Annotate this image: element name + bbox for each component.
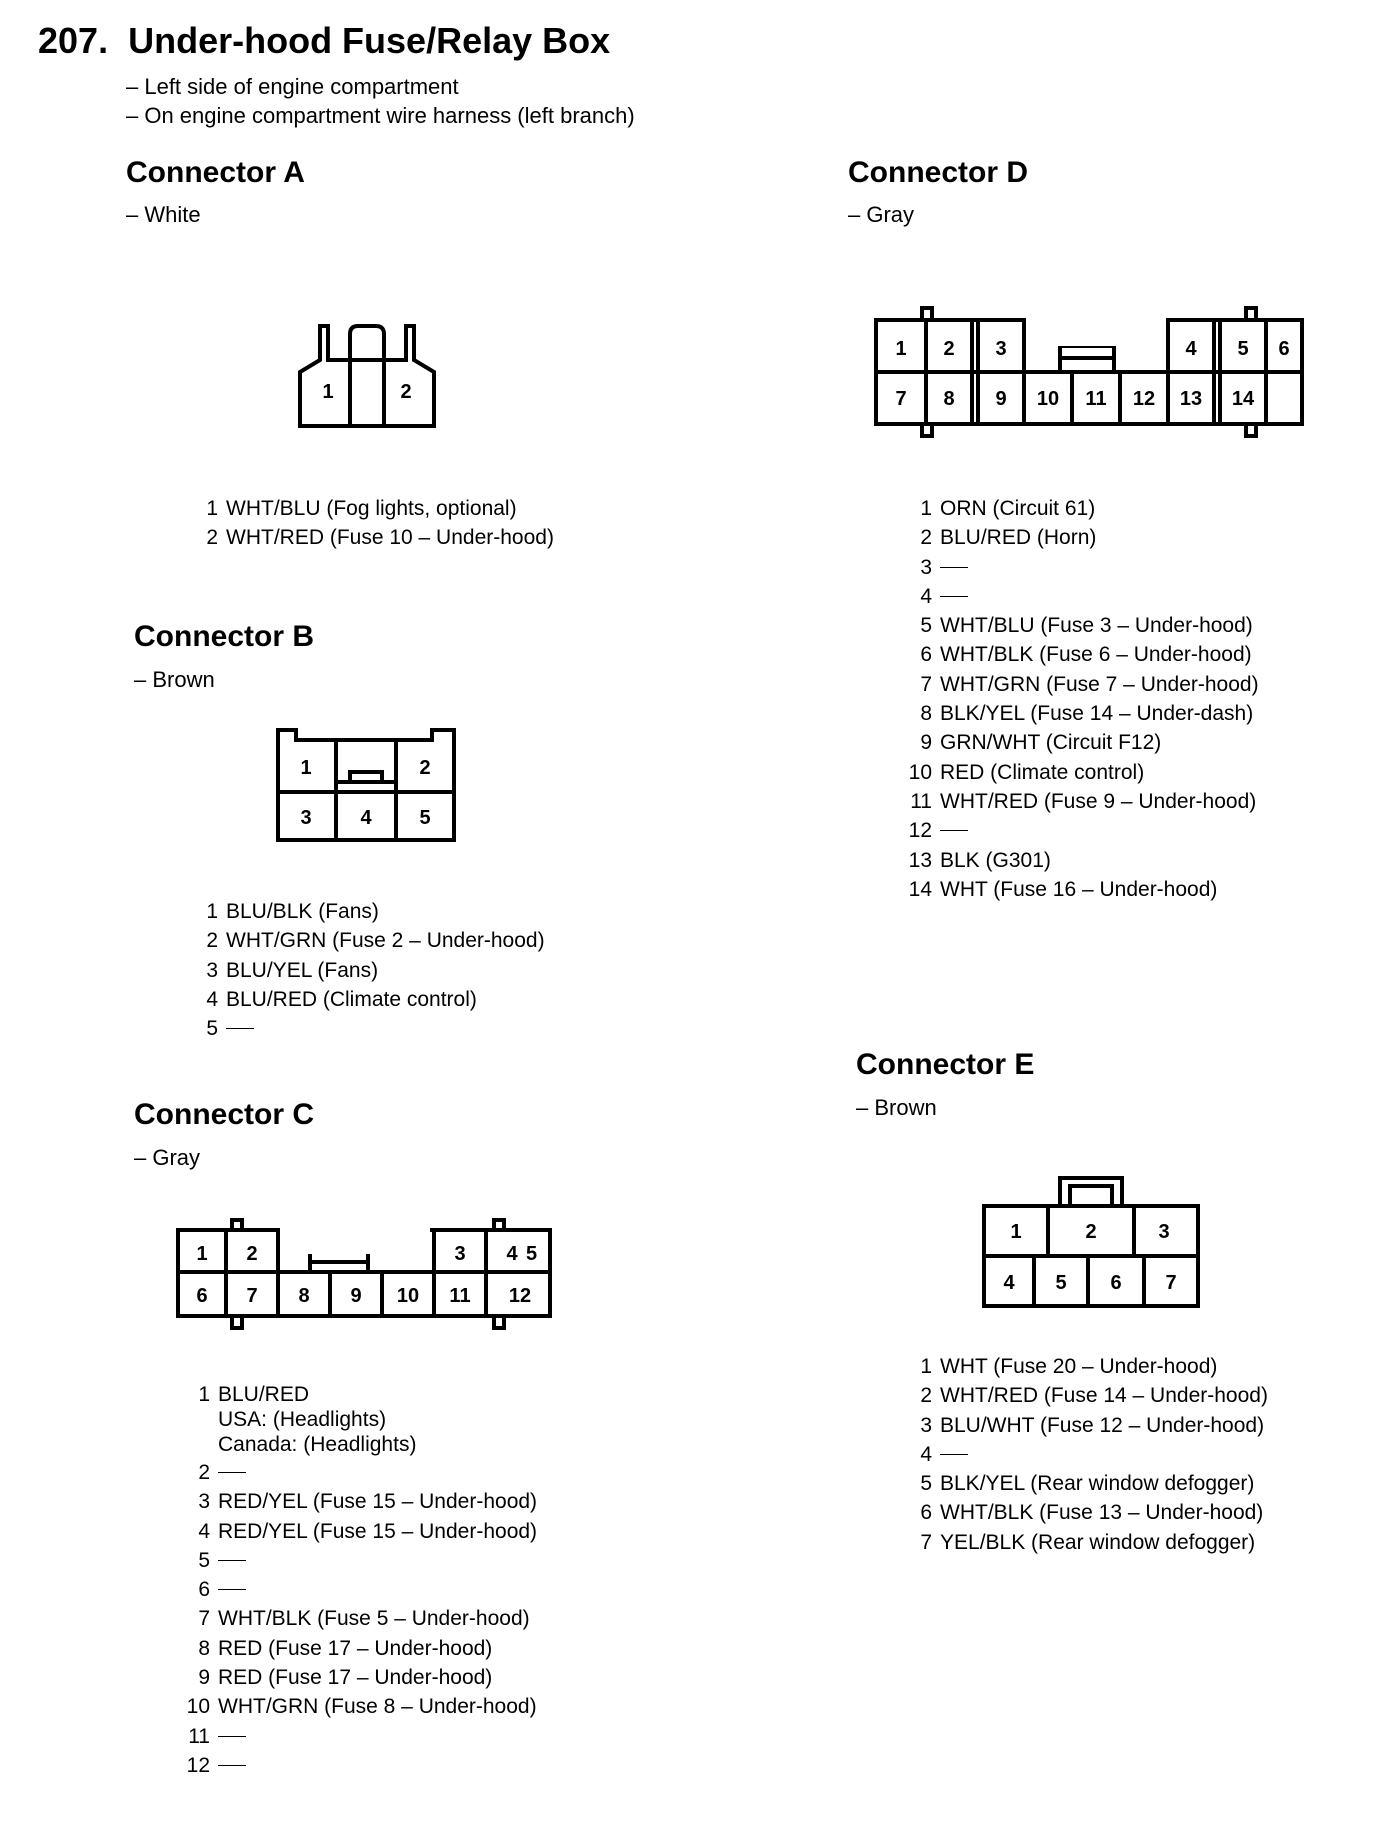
pin-number: 1 xyxy=(920,1355,932,1378)
connector-a-color: – White xyxy=(126,202,201,227)
pin-row xyxy=(182,1549,537,1578)
pin-row xyxy=(904,1531,1268,1560)
pin-number: 11 xyxy=(910,789,932,813)
pin-number: 1 xyxy=(206,497,218,520)
pin-description: WHT (Fuse 20 – Under-hood) xyxy=(940,1355,1218,1378)
connector-e-heading: Connector E xyxy=(856,1048,1035,1081)
connector-c-cell-label: 11 xyxy=(449,1285,471,1307)
pin-number: 4 xyxy=(206,987,218,1011)
pin-row xyxy=(904,526,1259,555)
pin-number: 5 xyxy=(920,1472,932,1496)
pin-row xyxy=(904,1443,1268,1472)
pin-description: BLK (G301) xyxy=(940,848,1051,872)
pin-row xyxy=(904,1384,1268,1413)
connector-c-cell-label: 3 xyxy=(454,1243,466,1265)
pin-row xyxy=(904,1501,1268,1530)
pin-description-block xyxy=(218,1382,416,1457)
pin-number: 10 xyxy=(908,760,932,784)
pin-row xyxy=(182,1382,537,1457)
pin-description: BLU/BLK (Fans) xyxy=(226,900,379,923)
pin-description: WHT/GRN (Fuse 7 – Under-hood) xyxy=(940,672,1259,696)
pin-number: 4 xyxy=(920,1442,932,1466)
pin-number: 6 xyxy=(198,1578,210,1602)
pin-description: ORN (Circuit 61) xyxy=(940,497,1096,520)
unused-pin-dash xyxy=(218,1736,246,1737)
connector-a-cell-label: 2 xyxy=(400,381,412,403)
pin-row xyxy=(904,497,1259,526)
pin-row xyxy=(190,988,545,1017)
connector-e-cell-label: 2 xyxy=(1085,1221,1097,1243)
connector-e-cell-label: 1 xyxy=(1010,1221,1022,1243)
connector-b-cell-label: 3 xyxy=(300,807,312,829)
pin-description: WHT/RED (Fuse 9 – Under-hood) xyxy=(940,789,1257,813)
connector-d-cell-label: 9 xyxy=(995,388,1007,410)
connector-e-cell-label: 7 xyxy=(1165,1272,1177,1294)
unused-pin-dash xyxy=(218,1472,246,1473)
connector-e-cell-label: 6 xyxy=(1110,1272,1122,1294)
pin-row xyxy=(190,959,545,988)
pin-description: GRN/WHT (Circuit F12) xyxy=(940,731,1162,755)
connector-c-pin-list xyxy=(182,1382,537,1783)
pin-number: 9 xyxy=(198,1666,210,1690)
location-notes xyxy=(126,72,635,130)
unused-pin-dash xyxy=(218,1560,246,1561)
pin-number: 9 xyxy=(920,731,932,755)
pin-number: 12 xyxy=(186,1753,210,1777)
connector-c-color: – Gray xyxy=(134,1145,201,1170)
pin-row xyxy=(182,1461,537,1490)
pin-description: WHT/BLK (Fuse 5 – Under-hood) xyxy=(218,1607,530,1631)
pin-number: 2 xyxy=(206,929,218,953)
connector-a-housing xyxy=(300,326,434,426)
unused-pin-dash xyxy=(940,830,968,831)
connector-d-cell-label: 3 xyxy=(995,338,1007,360)
connector-b-cell-label: 4 xyxy=(360,807,372,829)
pin-description: RED (Fuse 17 – Under-hood) xyxy=(218,1636,493,1660)
pin-description: BLU/RED xyxy=(218,1383,310,1406)
connector-c-heading: Connector C xyxy=(134,1098,314,1131)
pin-row xyxy=(904,585,1259,614)
connector-d-cell-label: 2 xyxy=(943,338,955,360)
connector-e-cell-label: 3 xyxy=(1158,1221,1170,1243)
pin-description: RED (Climate control) xyxy=(940,760,1145,784)
pin-number: 7 xyxy=(920,1530,932,1554)
pin-row xyxy=(904,556,1259,585)
connector-a-diagram xyxy=(290,320,440,430)
pin-number: 7 xyxy=(198,1607,210,1631)
pin-row xyxy=(904,878,1259,907)
pin-description: WHT (Fuse 16 – Under-hood) xyxy=(940,877,1218,901)
connector-d-cell-label: 10 xyxy=(1036,388,1060,410)
connector-b-cell-label: 2 xyxy=(419,757,431,779)
connector-b-diagram xyxy=(272,724,462,844)
pin-number: 1 xyxy=(920,497,932,520)
pin-number: 1 xyxy=(206,900,218,923)
pin-number: 2 xyxy=(920,526,932,550)
pin-description: WHT/BLU (Fuse 3 – Under-hood) xyxy=(940,614,1253,638)
pin-description: RED/YEL (Fuse 15 – Under-hood) xyxy=(218,1490,538,1514)
pin-number: 3 xyxy=(206,958,218,982)
connector-d-cell-label: 8 xyxy=(943,388,955,410)
pin-description: WHT/GRN (Fuse 8 – Under-hood) xyxy=(218,1695,537,1719)
pin-number: 7 xyxy=(920,672,932,696)
connector-b-color: – Brown xyxy=(134,667,215,692)
pin-row xyxy=(904,614,1259,643)
pin-number: 3 xyxy=(920,1413,932,1437)
connector-c-cell-label: 2 xyxy=(246,1243,258,1265)
connector-c-diagram xyxy=(170,1212,560,1342)
pin-row xyxy=(904,702,1259,731)
pin-description: RED (Fuse 17 – Under-hood) xyxy=(218,1666,493,1690)
connector-e-pin-list xyxy=(904,1355,1268,1560)
pin-number: 5 xyxy=(920,614,932,638)
pin-row xyxy=(182,1490,537,1519)
connector-c-cell-label: 9 xyxy=(350,1285,362,1307)
pin-row xyxy=(904,790,1259,819)
pin-number: 4 xyxy=(920,584,932,608)
unused-pin-dash xyxy=(940,596,968,597)
connector-d-cell-label: 13 xyxy=(1179,388,1203,410)
pin-number: 5 xyxy=(206,1017,218,1041)
pin-description-canada: Canada: (Headlights) xyxy=(218,1433,417,1456)
connector-e-diagram xyxy=(976,1172,1206,1312)
pin-number: 6 xyxy=(920,643,932,667)
pin-description: WHT/RED (Fuse 14 – Under-hood) xyxy=(940,1384,1268,1408)
pin-description: BLU/RED (Climate control) xyxy=(226,987,477,1011)
pin-row xyxy=(904,1472,1268,1501)
pin-description: WHT/GRN (Fuse 2 – Under-hood) xyxy=(226,929,545,953)
pin-row xyxy=(904,673,1259,702)
connector-d-cell-label: 14 xyxy=(1231,388,1255,410)
connector-c-cell-label: 8 xyxy=(298,1285,310,1307)
pin-description: BLK/YEL (Fuse 14 – Under-dash) xyxy=(940,702,1254,726)
pin-number: 4 xyxy=(198,1519,210,1543)
page-number: 207. xyxy=(38,20,109,61)
pin-row xyxy=(182,1578,537,1607)
pin-row xyxy=(182,1666,537,1695)
pin-row xyxy=(182,1637,537,1666)
connector-e-color: – Brown xyxy=(856,1095,937,1120)
connector-c-cell-label: 6 xyxy=(196,1285,208,1307)
pin-number: 13 xyxy=(908,848,932,872)
pin-row xyxy=(190,1017,545,1046)
pin-row xyxy=(182,1520,537,1549)
page-title-text: Under-hood Fuse/Relay Box xyxy=(128,20,611,61)
page-title xyxy=(38,20,610,62)
pin-row xyxy=(904,849,1259,878)
connector-e-cell-label: 4 xyxy=(1003,1272,1015,1294)
connector-b-cell-label: 5 xyxy=(419,807,431,829)
unused-pin-dash xyxy=(218,1765,246,1766)
connector-b-heading: Connector B xyxy=(134,620,314,653)
pin-description: BLU/RED (Horn) xyxy=(940,526,1097,550)
unused-pin-dash xyxy=(940,1454,968,1455)
connector-d-cell-label: 4 xyxy=(1185,338,1197,360)
pin-description: BLU/WHT (Fuse 12 – Under-hood) xyxy=(940,1413,1265,1437)
unused-pin-dash xyxy=(226,1028,254,1029)
pin-number: 8 xyxy=(198,1636,210,1660)
connector-d-pin-list xyxy=(904,497,1259,907)
connector-d-cell-label: 6 xyxy=(1278,338,1290,360)
connector-c-cell-label: 1 xyxy=(196,1243,208,1265)
connector-d-cell-label: 7 xyxy=(895,388,907,410)
connector-d-cell-label: 11 xyxy=(1085,388,1107,410)
connector-d-heading: Connector D xyxy=(848,156,1028,189)
connector-c-cell-label: 12 xyxy=(508,1285,532,1307)
pin-number: 6 xyxy=(920,1501,932,1525)
pin-number: 2 xyxy=(206,526,218,550)
pin-row xyxy=(904,761,1259,790)
pin-row xyxy=(190,929,545,958)
pin-row xyxy=(190,497,554,526)
pin-row xyxy=(182,1725,537,1754)
pin-number: 8 xyxy=(920,702,932,726)
connector-e-cell-label: 5 xyxy=(1055,1272,1067,1294)
connector-d-color: – Gray xyxy=(848,202,915,227)
pin-description: RED/YEL (Fuse 15 – Under-hood) xyxy=(218,1519,538,1543)
pin-number: 12 xyxy=(908,819,932,843)
pin-number: 2 xyxy=(920,1384,932,1408)
pin-number: 2 xyxy=(198,1461,210,1484)
pin-row xyxy=(182,1754,537,1783)
connector-c-cell-label: 5 xyxy=(526,1243,538,1265)
pin-row xyxy=(904,643,1259,672)
pin-description: YEL/BLK (Rear window defogger) xyxy=(940,1530,1256,1554)
pin-row xyxy=(904,1355,1268,1384)
pin-description-usa: USA: (Headlights) xyxy=(218,1408,387,1431)
pin-description: WHT/BLK (Fuse 6 – Under-hood) xyxy=(940,643,1252,667)
pin-description: BLU/YEL (Fans) xyxy=(226,958,379,982)
location-line: – On engine compartment wire harness (left branch) xyxy=(126,103,635,128)
connector-c-cell-label: 7 xyxy=(246,1285,258,1307)
pin-number: 1 xyxy=(198,1383,210,1406)
connector-d-cell-label: 1 xyxy=(895,338,907,360)
pin-number: 10 xyxy=(186,1695,210,1719)
pin-row xyxy=(182,1695,537,1724)
connector-a-cell-label: 1 xyxy=(322,381,334,403)
connector-c-cell-label: 4 xyxy=(506,1243,518,1265)
pin-number: 3 xyxy=(920,555,932,579)
pin-number: 11 xyxy=(188,1724,210,1748)
pin-row xyxy=(904,1414,1268,1443)
pin-number: 5 xyxy=(198,1548,210,1572)
pin-description: WHT/BLK (Fuse 13 – Under-hood) xyxy=(940,1501,1264,1525)
pin-description: WHT/RED (Fuse 10 – Under-hood) xyxy=(226,526,554,550)
connector-b-cell-label: 1 xyxy=(300,757,312,779)
connector-d-cell-label: 5 xyxy=(1237,338,1249,360)
pin-row xyxy=(190,526,554,555)
pin-number: 3 xyxy=(198,1490,210,1514)
connector-a-heading: Connector A xyxy=(126,156,305,189)
connector-c-cell-label: 10 xyxy=(396,1285,420,1307)
pin-row xyxy=(190,900,545,929)
connector-b-pin-list xyxy=(190,900,545,1046)
unused-pin-dash xyxy=(218,1589,246,1590)
location-line: – Left side of engine compartment xyxy=(126,74,459,99)
connector-d-cell-label: 12 xyxy=(1132,388,1156,410)
connector-a-pin-list xyxy=(190,497,554,556)
pin-description: WHT/BLU (Fog lights, optional) xyxy=(226,497,517,520)
unused-pin-dash xyxy=(940,567,968,568)
pin-number: 14 xyxy=(908,877,932,901)
pin-description: BLK/YEL (Rear window defogger) xyxy=(940,1472,1255,1496)
connector-d-diagram xyxy=(868,300,1308,442)
pin-row xyxy=(904,731,1259,760)
pin-row xyxy=(904,819,1259,848)
pin-row xyxy=(182,1607,537,1636)
